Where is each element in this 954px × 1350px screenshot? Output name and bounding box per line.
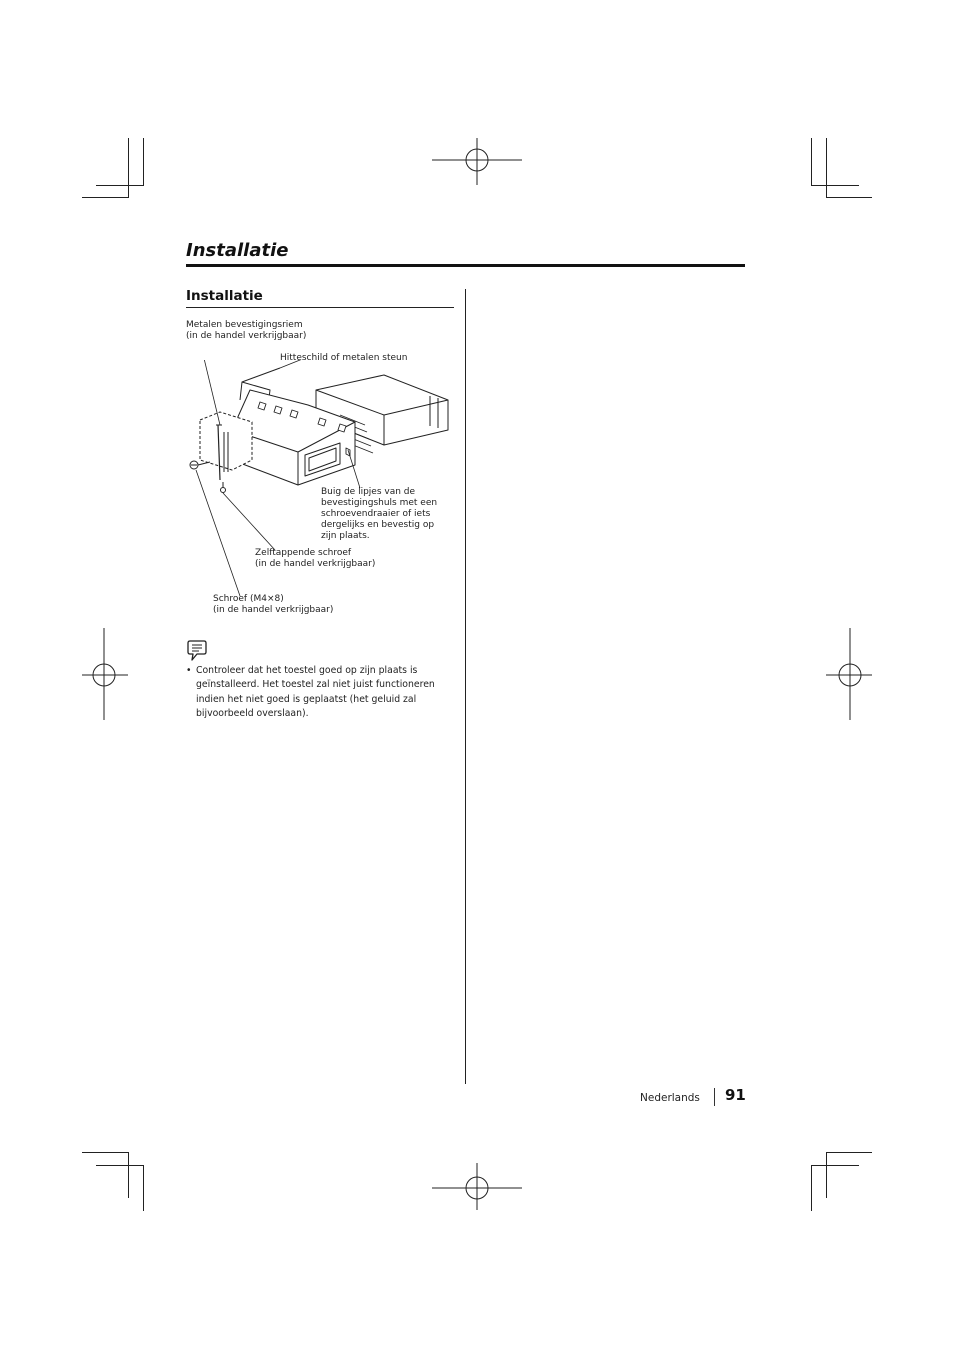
section-rule	[186, 307, 454, 308]
note-item: • Controleer dat het toestel goed op zijn plaats is geïnstalleerd. Het toestel zal niet juist functioneren indien het niet goed is geplaatst (het geluid zal bijvoorbeeld overslaan).	[186, 664, 458, 721]
column-divider	[465, 289, 466, 1084]
page-number: 91	[725, 1086, 746, 1104]
label-heat-shield: Hitteschild of metalen steun	[280, 353, 408, 363]
label-bend-tabs: Buig de lipjes van de bevestigingshuls met een schroevendraaier of iets dergelijks en bevestig op zijn plaats.	[321, 487, 438, 541]
diagram-drawing	[180, 360, 460, 600]
footer-separator	[714, 1088, 715, 1106]
label-tapping-screw: Zelftappende schroef (in de handel verkrijgbaar)	[255, 548, 376, 569]
note-speech-icon	[185, 640, 209, 662]
section-title: Installatie	[186, 288, 263, 304]
label-screw-m4x8: Schroef (M4×8) (in de handel verkrijgbaar)	[213, 594, 334, 615]
footer-language: Nederlands	[640, 1092, 700, 1104]
title-rule	[186, 264, 745, 267]
note-list	[186, 664, 458, 721]
page-title: Installatie	[186, 240, 289, 261]
label-metal-strap: Metalen bevestigingsriem (in de handel verkrijgbaar)	[186, 320, 307, 341]
